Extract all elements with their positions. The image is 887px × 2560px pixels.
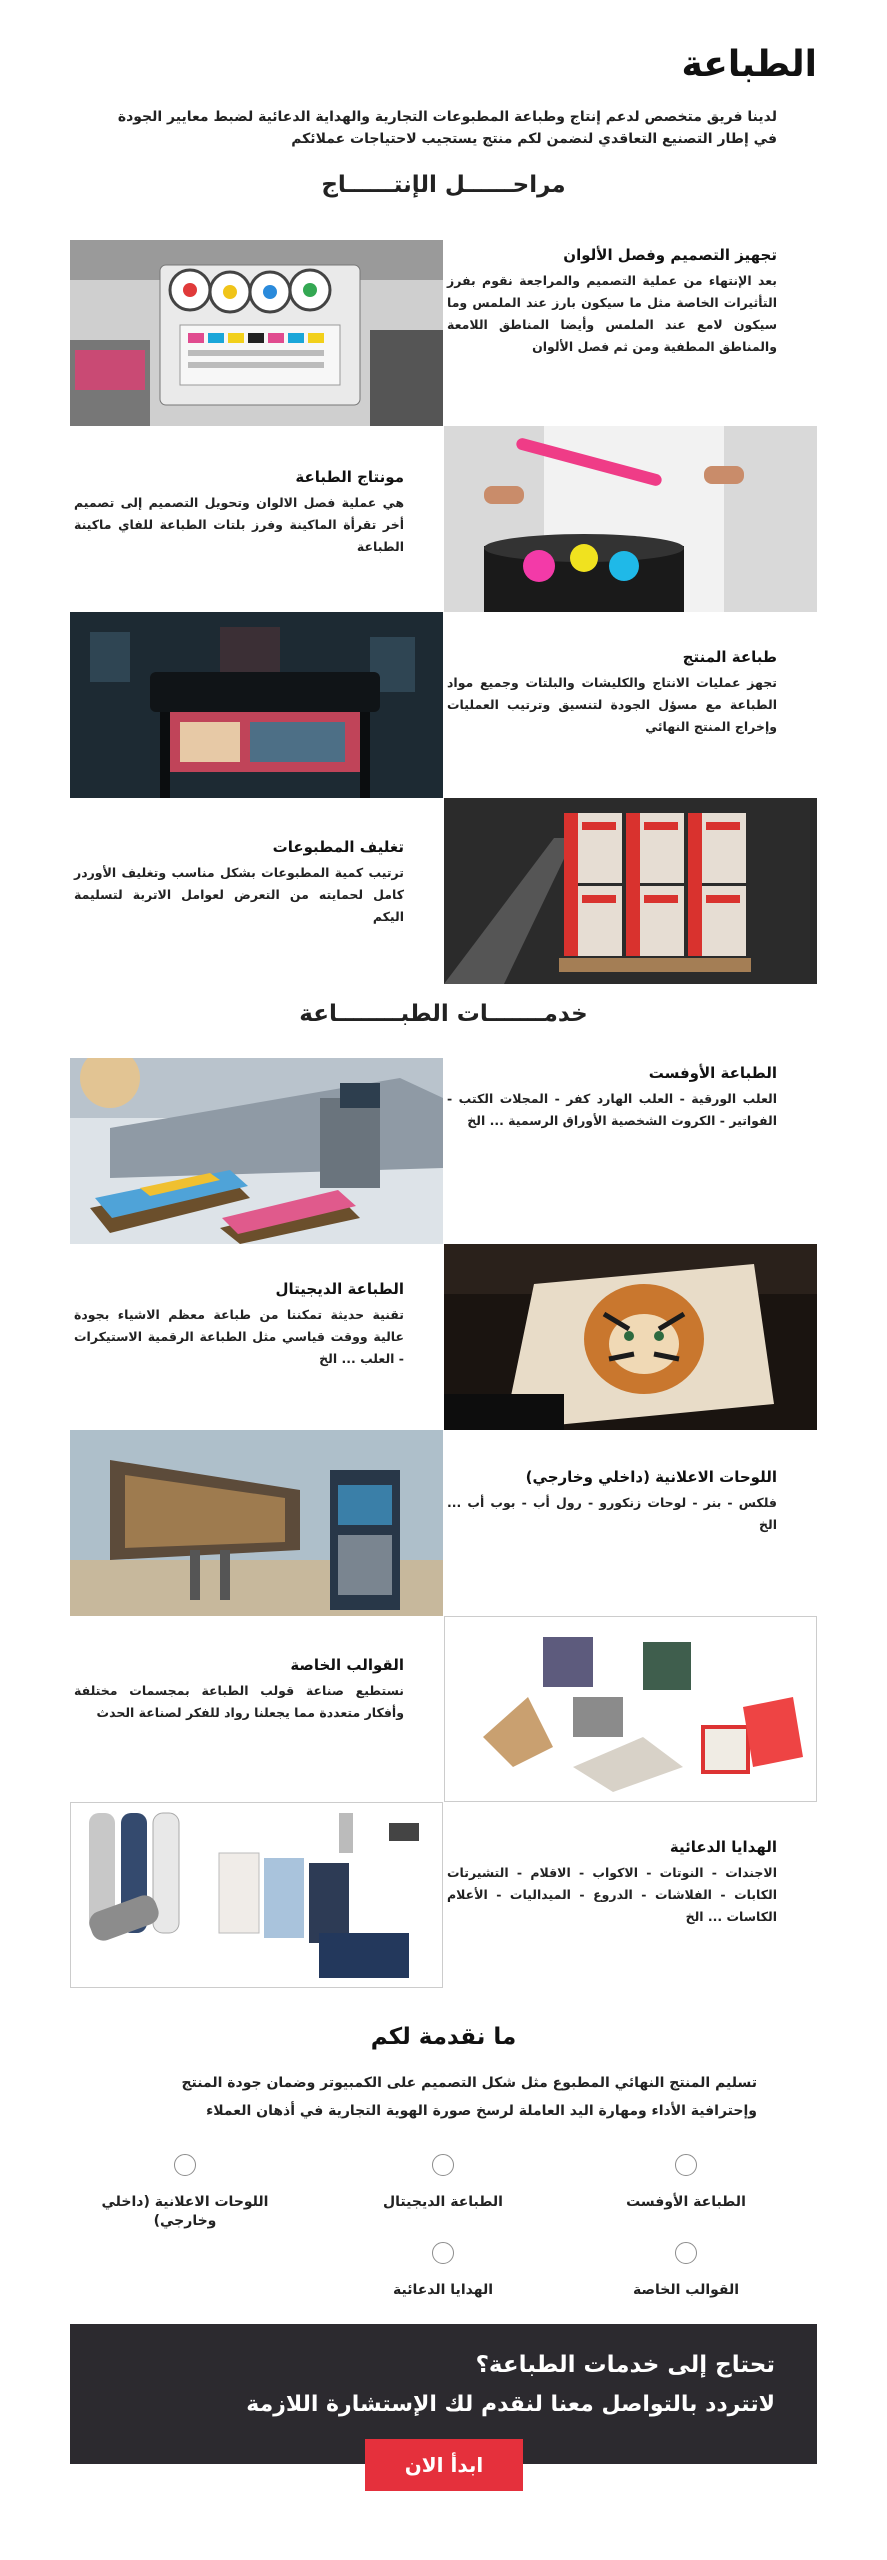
option-label: الهدايا الدعائية bbox=[393, 2282, 493, 2298]
service-title: القوالب الخاصة bbox=[290, 1656, 404, 1674]
service-row bbox=[70, 1616, 817, 1802]
stage-title: طباعة المنتج bbox=[682, 648, 777, 666]
stage-text: هي عملية فصل الالوان وتحويل التصميم إلى تصميم أخر تقرأة الماكينة وفرز بلتات الطباعة للفاي ماكينة الطباعة bbox=[74, 495, 404, 554]
offer-title: ما نقدمة لكم bbox=[370, 2024, 517, 2050]
option-signage[interactable] bbox=[70, 2154, 300, 2229]
services-heading: خدمـــــــات الطبــــــــاعة bbox=[299, 1001, 588, 1027]
option-label: الطباعة الأوفست bbox=[626, 2194, 746, 2210]
cta-question: تحتاج إلى خدمات الطباعة؟ bbox=[475, 2352, 775, 2378]
offset-press-image bbox=[70, 1058, 443, 1244]
service-title: الهدايا الدعائية bbox=[669, 1838, 777, 1856]
service-text: فلكس - بنر - لوحات زنكورو - رول أب - بوب أب ... الخ bbox=[447, 1495, 777, 1532]
stage-text: ترتيب كمية المطبوعات بشكل مناسب وتغليف الأوردر كامل لحمايته من التعرض لعوامل الاتربة لتسليمة اليكم bbox=[74, 865, 404, 924]
radio-button[interactable] bbox=[675, 2242, 697, 2264]
service-title: اللوحات الاعلانية (داخلي وخارجي) bbox=[525, 1468, 777, 1486]
service-row bbox=[70, 1244, 817, 1430]
ink-printing-image bbox=[444, 426, 817, 612]
option-custom-molds[interactable] bbox=[571, 2242, 801, 2298]
service-title: الطباعة الأوفست bbox=[648, 1064, 777, 1082]
stages-heading: مراحــــــل الإنتــــــاج bbox=[321, 172, 566, 198]
stage-title: مونتاج الطباعة bbox=[295, 468, 404, 486]
service-text: العلب الورقية - العلب الهارد كفر - المجلات الكتب - الفواتير - الكروت الشخصية الأوراق الرسمية ... الخ bbox=[447, 1091, 777, 1128]
stage-title: تجهيز التصميم وفصل الألوان bbox=[563, 246, 777, 264]
option-label: اللوحات الاعلانية (داخلي وخارجي) bbox=[101, 2194, 269, 2229]
service-row bbox=[70, 1430, 817, 1616]
stage-row bbox=[70, 426, 817, 612]
service-text: الاجندات - النوتات - الاكواب - الاقلام - التشيرتات الكابات - الفلاشات - الدروع - الميداليات - الأعلام الكاسات ... الخ bbox=[447, 1865, 777, 1924]
radio-button[interactable] bbox=[675, 2154, 697, 2176]
option-label: القوالب الخاصة bbox=[632, 2282, 740, 2298]
service-row bbox=[70, 1058, 817, 1244]
billboard-image bbox=[70, 1430, 443, 1616]
stage-row bbox=[70, 798, 817, 984]
radio-button[interactable] bbox=[432, 2154, 454, 2176]
cta-banner bbox=[70, 2324, 817, 2477]
option-digital[interactable] bbox=[328, 2154, 558, 2210]
digital-print-image bbox=[444, 1244, 817, 1430]
stage-text: بعد الإنتهاء من عملية التصميم والمراجعة نقوم بفرز التأثيرات الخاصة مثل ما سيكون بارز عند الملمس وما سيكون لامع عند الملمس وأيضا المناطق اللامعة والمناطق المطفية ومن ثم فصل الألوان bbox=[447, 273, 777, 354]
promo-gifts-image bbox=[70, 1802, 443, 1988]
color-separation-image bbox=[70, 240, 443, 426]
start-now-button[interactable]: ابدأ الان bbox=[365, 2439, 523, 2491]
custom-boxes-image bbox=[444, 1616, 817, 1802]
page-title: الطباعة bbox=[681, 44, 817, 85]
stage-row bbox=[70, 240, 817, 426]
radio-button[interactable] bbox=[174, 2154, 196, 2176]
intro-text: لدينا فريق متخصص لدعم إنتاج وطباعة المطبوعات التجارية والهداية الدعائية لضبط معايير الجودة في إطار التصنيع التعاقدي لنضمن لكم منتج يستجيب لاحتياجات عملائكم bbox=[117, 109, 777, 147]
stage-text: تجهز عمليات الانتاج والكليشات والبلتات وجميع مواد الطباعة مع مسؤل الجودة لتنسيق وترتيب العمليات وإخراج المنتج النهائي bbox=[447, 675, 777, 734]
service-title: الطباعة الديجيتال bbox=[275, 1280, 404, 1298]
service-text: تقنية حديثة تمكننا من طباعة معظم الاشياء بجودة عالية ووقت قياسي مثل الطباعة الرقمية الاستيكرات - العلب ... الخ bbox=[74, 1307, 404, 1366]
wide-printer-image bbox=[70, 612, 443, 798]
service-row bbox=[70, 1802, 817, 1988]
radio-button[interactable] bbox=[432, 2242, 454, 2264]
offer-text: تسليم المنتج النهائي المطبوع مثل شكل التصميم على الكمبيوتر وضمان جودة المنتج وإحترافية الأداء ومهارة اليد العاملة لرسخ صورة الهوية التجارية في أذهان العملاء bbox=[181, 2075, 757, 2119]
packed-boxes-image bbox=[444, 798, 817, 984]
option-label: الطباعة الديجيتال bbox=[383, 2194, 503, 2210]
cta-subtitle: لاتتردد بالتواصل معنا لنقدم لك الإستشارة اللازمة bbox=[246, 2392, 775, 2417]
option-offset[interactable] bbox=[571, 2154, 801, 2210]
stage-title: تغليف المطبوعات bbox=[272, 838, 404, 856]
service-text: نستطيع صناعة قولب الطباعة بمجسمات مختلفة وأفكار متعددة مما يجعلنا رواد للفكر لصناعة الحدث bbox=[74, 1683, 404, 1720]
option-promo-gifts[interactable] bbox=[328, 2242, 558, 2298]
stage-row bbox=[70, 612, 817, 798]
